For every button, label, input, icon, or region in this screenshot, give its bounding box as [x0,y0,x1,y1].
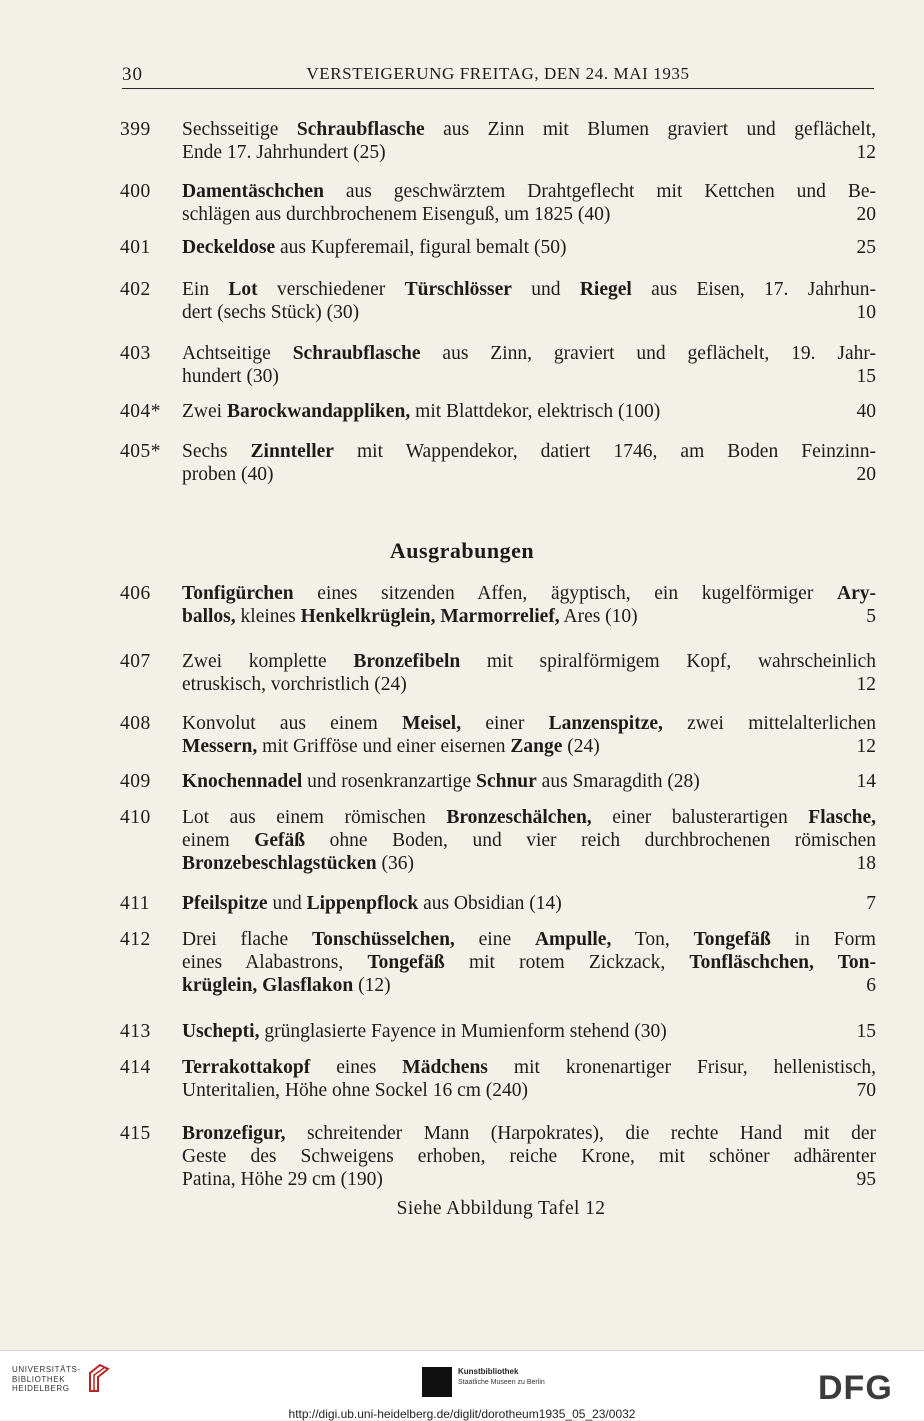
description-text [182,180,876,203]
description-tail [182,400,660,423]
item-text: eines [310,1057,403,1078]
item-keyword: Ary- [837,583,876,604]
description-tail [182,770,700,793]
item-keyword: Ampulle, [534,929,612,950]
item-keyword: krüglein, Glasflakon [182,975,354,996]
lot-price: 20 [856,464,876,485]
lot-number: 415 [120,1123,151,1144]
item-keyword: Lippenpflock [306,893,419,914]
item-keyword: Schraubflasche [292,343,421,364]
description-tail: hundert (30) [182,366,279,387]
item-keyword: Bronzefibeln [353,651,461,672]
item-text: einer [461,713,549,734]
lot-price: 15 [856,1021,876,1042]
item-text: grünglasierte Fayence in Mumienform stehend (30) [259,1021,667,1042]
lot-description [182,1122,876,1191]
lot-price: 10 [856,302,876,323]
item-keyword: Damentäschchen [182,181,324,202]
item-keyword: Gefäß [254,830,306,851]
description-last-line [182,605,876,628]
item-text: einer balusterartigen [591,807,809,828]
running-head: VERSTEIGERUNG FREITAG, DEN 24. MAI 1935 [306,64,690,83]
lot-description [182,1056,876,1102]
lot-number: 407 [120,651,151,672]
item-text: Sechsseitige [182,119,297,140]
lot-price: 95 [856,1169,876,1190]
description-last-line [182,770,876,793]
item-text: aus geschwärztem Drahtgeflecht mit Kettchen und Be- [323,181,876,202]
description-last-line [182,1168,876,1191]
description-last-line [182,463,876,486]
kunstbibliothek-subtitle: Staatliche Museen zu Berlin [458,1379,545,1386]
description-tail [182,605,638,628]
item-text: schreitender Mann (Harpokrates), die rechte Hand mit der [285,1123,876,1144]
lot-number: 399 [120,119,151,140]
item-keyword: Pfeilspitze [182,893,268,914]
item-keyword: Uschepti, [182,1021,260,1042]
lot-description [182,400,876,423]
description-tail: etruskisch, vorchristlich (24) [182,674,407,695]
description-tail: proben (40) [182,464,274,485]
lot-price: 15 [856,366,876,387]
item-keyword: Knochennadel [182,771,303,792]
item-text: mit Blattdekor, elektrisch (100) [410,401,661,422]
item-text: und [511,279,580,300]
description-text [182,582,876,605]
item-text: aus Zinn, graviert und geflächelt, 19. Jahr- [420,343,876,364]
lot-price: 12 [856,736,876,757]
lot-price: 6 [866,975,876,996]
uni-line: BIBLIOTHEK [12,1374,66,1384]
item-text: Ein [182,279,229,300]
item-keyword: Zange [510,736,563,757]
lot-number: 405* [120,441,161,462]
item-keyword: Tonfigürchen [182,583,294,604]
item-keyword: Riegel [579,279,632,300]
lot-number: 401 [120,237,151,258]
item-keyword: Bronzeschälchen, [446,807,592,828]
lot-number: 403 [120,343,151,364]
lot-price: 12 [856,674,876,695]
description-last-line [182,673,876,696]
description-last-line [182,301,876,324]
uni-line: HEIDELBERG [12,1384,70,1393]
item-text: mit spiralförmigem Kopf, wahrscheinlich [460,651,876,672]
description-last-line [182,1020,876,1043]
item-text: aus Kupferemail, figural bemalt (50) [275,237,567,258]
item-keyword: Tongefäß [693,929,771,950]
lot-price: 40 [856,401,876,422]
kunstbibliothek-name: Kunstbibliothek [458,1367,519,1376]
description-text [182,118,876,141]
item-text: Drei flache [182,929,312,950]
description-tail [182,974,391,997]
item-text: (36) [376,853,415,874]
item-text: ohne Boden, und vier reich durchbrochenen römischen [305,830,876,851]
item-keyword: Lot [228,279,258,300]
item-keyword: Terrakottakopf [182,1057,311,1078]
lot-price: 7 [866,893,876,914]
description-tail: schlägen aus durchbrochenem Eisenguß, um 1825 (40) [182,204,611,225]
lot-number: 408 [120,713,151,734]
item-text: (12) [353,975,391,996]
lot-description [182,712,876,758]
description-last-line [182,365,876,388]
item-keyword: Tonschüsselchen, [311,929,455,950]
description-tail: dert (sechs Stück) (30) [182,302,360,323]
description-text [182,342,876,365]
lot-description [182,118,876,164]
lot-number: 410 [120,807,151,828]
item-text: eines sitzenden Affen, ägyptisch, ein kugelförmiger [293,583,838,604]
item-text: kleines [235,606,301,627]
item-keyword: ballos, [182,606,236,627]
item-text: eines Alabastrons, [182,952,368,973]
lot-price: 12 [856,142,876,163]
dfg-logo[interactable]: DFG [818,1369,893,1407]
item-keyword: Deckeldose [182,237,276,258]
item-text: mit kronenartiger Frisur, hellenistisch, [487,1057,876,1078]
item-text: aus Eisen, 17. Jahrhun- [631,279,876,300]
lot-number: 413 [120,1021,151,1042]
lot-description [182,278,876,324]
description-text [182,1056,876,1079]
description-last-line [182,852,876,875]
item-keyword: Tongefäß [367,952,445,973]
item-text: aus Smaragdith (28) [536,771,700,792]
item-keyword: Lanzenspitze, [548,713,663,734]
lot-description [182,582,876,628]
description-tail [182,735,600,758]
section-heading: Ausgrabungen [389,538,535,563]
item-text: Zwei komplette [182,651,354,672]
lot-number: 400 [120,181,151,202]
item-keyword: Messern, [182,736,258,757]
lot-description [182,650,876,696]
item-keyword: Türschlösser [404,279,512,300]
item-text: Geste des Schweigens erhoben, reiche Krone, mit schöner adhärenter [182,1146,876,1167]
lot-number: 412 [120,929,151,950]
item-text: und [267,893,307,914]
lot-price: 20 [856,204,876,225]
description-last-line [182,892,876,915]
description-last-line [182,236,876,259]
item-keyword: Flasche, [808,807,876,828]
description-tail: Unteritalien, Höhe ohne Sockel 16 cm (240) [182,1080,529,1101]
item-text: mit Wappendekor, datiert 1746, am Boden Feinzinn- [333,441,876,462]
item-keyword: Barockwandappliken, [226,401,411,422]
lot-price: 5 [866,606,876,627]
lot-description [182,236,876,259]
description-tail: Ende 17. Jahrhundert (25) [182,142,386,163]
description-text [182,806,876,852]
item-text: eine [454,929,535,950]
item-text: in Form [770,929,876,950]
plate-reference: Siehe Abbildung Tafel 12 [396,1198,606,1219]
item-text: aus Obsidian (14) [418,893,562,914]
item-keyword: Mädchens [402,1057,488,1078]
source-url-link[interactable]: http://digi.ub.uni-heidelberg.de/diglit/dorotheum1935_05_23/0032 [288,1407,636,1421]
university-library-logo[interactable] [12,1365,81,1394]
description-text [182,650,876,673]
lot-number: 409 [120,771,151,792]
lot-description [182,806,876,875]
item-keyword: Bronzebeschlagstücken [182,853,377,874]
item-text: verschiedener [257,279,405,300]
lot-number: 414 [120,1057,151,1078]
lot-number: 406 [120,583,151,604]
item-text: einem [182,830,255,851]
lot-price: 18 [856,853,876,874]
lot-number: 402 [120,279,151,300]
description-last-line [182,203,876,226]
lot-number: 404* [120,401,161,422]
lot-description [182,1020,876,1043]
item-text: Ares (10) [559,606,638,627]
lot-number: 411 [120,893,151,914]
item-keyword: Zinnteller [250,441,334,462]
description-text [182,278,876,301]
description-tail [182,236,566,259]
item-keyword: Bronzefigur, [182,1123,286,1144]
lot-price: 70 [856,1080,876,1101]
lot-price: 14 [856,771,876,792]
page-header [122,60,874,89]
item-text: Achtseitige [182,343,293,364]
item-text: mit Grifföse und einer eisernen [257,736,511,757]
item-keyword: Meisel, [402,713,462,734]
lot-price: 25 [856,237,876,258]
description-text [182,712,876,735]
description-tail: Patina, Höhe 29 cm (190) [182,1169,383,1190]
lot-description [182,342,876,388]
item-text: Sechs [182,441,251,462]
item-text: Ton, [611,929,694,950]
item-text: mit rotem Zickzack, [444,952,690,973]
item-text: Zwei [182,401,227,422]
item-text: zwei mittelalterlichen [662,713,876,734]
item-keyword: Tonfläschchen, Ton- [689,952,877,973]
description-tail [182,1020,667,1043]
item-text: Konvolut aus einem [182,713,403,734]
kunstbibliothek-logo[interactable] [422,1365,582,1401]
item-text: und rosenkranzartige [302,771,477,792]
lot-description [182,892,876,915]
item-text: (24) [562,736,600,757]
description-last-line [182,141,876,164]
lot-description [182,928,876,997]
lot-description [182,180,876,226]
description-last-line [182,1079,876,1102]
lot-description [182,440,876,486]
description-last-line [182,400,876,423]
kunstbibliothek-icon [422,1367,452,1397]
description-last-line [182,735,876,758]
item-keyword: Schraubflasche [296,119,425,140]
digitization-footer [0,1350,924,1420]
description-last-line [182,974,876,997]
item-text: Lot aus einem römischen [182,807,447,828]
description-text [182,1122,876,1168]
item-keyword: Schnur [476,771,537,792]
description-tail [182,852,414,875]
lot-description [182,770,876,793]
item-keyword: Henkelkrüglein, Marmorrelief, [300,606,560,627]
page-number: 30 [122,64,143,85]
uni-line: UNIVERSITÄTS- [12,1365,81,1374]
description-text [182,440,876,463]
description-tail [182,892,562,915]
description-text [182,928,876,974]
heidelberg-emblem-icon [86,1363,112,1393]
item-text: aus Zinn mit Blumen graviert und geflächelt, [424,119,876,140]
